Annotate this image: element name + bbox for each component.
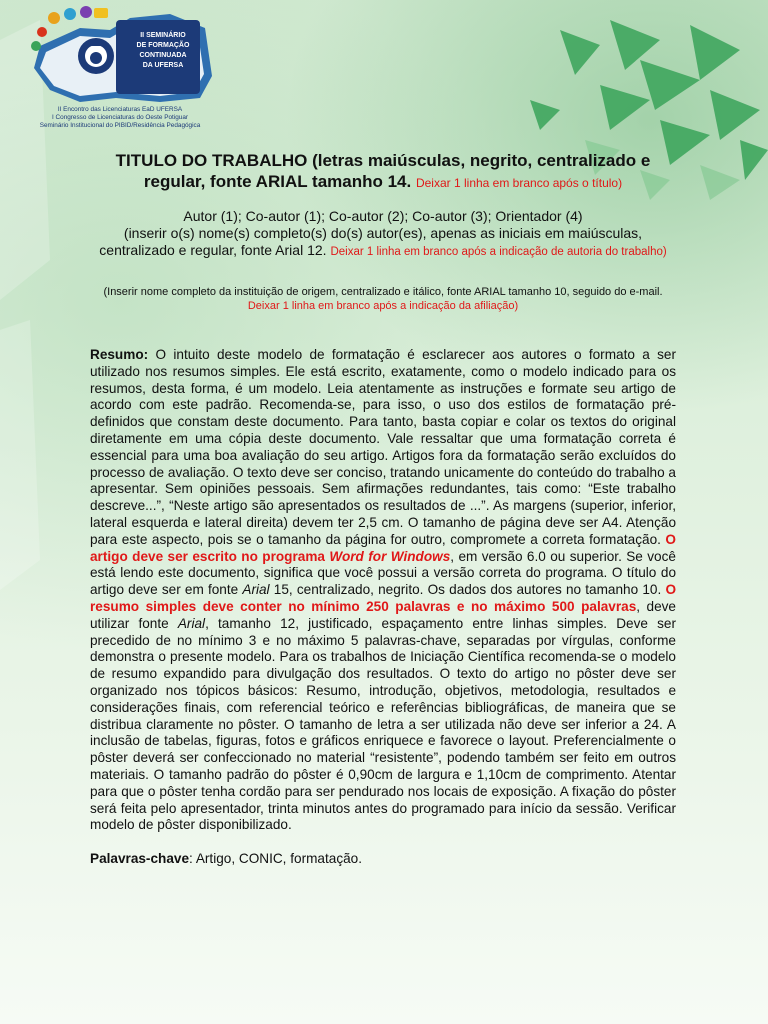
abstract-text: , deve utilizar fonte (90, 598, 676, 631)
abstract-text: 15, centralizado, negrito. Os dados dos autores no tamanho 10. (273, 582, 662, 598)
title-note: Deixar 1 linha em branco após o título) (415, 176, 623, 190)
logo-footer-line: I Congresso de Licenciaturas do Oeste Potiguar (51, 114, 189, 121)
document-body (90, 150, 676, 868)
keywords-label: Palavras-chave (90, 851, 190, 867)
logo-badge-line: DA UFERSA (142, 62, 184, 69)
abstract-italic: Arial (177, 615, 206, 631)
authors-instruction: (inserir o(s) nome(s) completo(s) do(s) autor(es), apenas as iniciais em maiúsculas, centralizado e regular, fonte Arial 12. (99, 225, 643, 258)
authors-line: Autor (1); Co-autor (1); Co-autor (2); Co-autor (3); Orientador (4) (183, 208, 583, 224)
keywords-line (90, 851, 676, 868)
abstract-emphasis-italic: Word for Windows (329, 548, 451, 564)
author-block (90, 208, 676, 261)
abstract-text: , em versão 6.0 ou superior. Se você está lendo este documento, significa que você possui a versão correta do programa. O título do artigo deve ser em fonte (90, 548, 676, 598)
logo-badge-line: DE FORMAÇÃO (136, 42, 190, 49)
logo-footer-line: II Encontro das Licenciaturas EaD UFERSA (57, 106, 183, 113)
authors-note: Deixar 1 linha em branco após a indicação de autoria do trabalho) (330, 246, 667, 258)
logo-badge-line: II SEMINÁRIO (140, 32, 186, 39)
abstract-italic: Arial (242, 582, 270, 598)
abstract-text: O intuito deste modelo de formatação é esclarecer aos autores o formato a ser utilizado nos resumos simples. Ele está escrito, exatamente, como o modelo indicado para os resumos, desta forma, é um modelo. Leia atentamente as instruções e formate seu artigo de acordo com este padrão. Recomenda-se, para isso, o uso dos estilos de formatação pré-definidos que constam deste documento. Para tanto, basta copiar e colar os textos do original diretamente em uma cópia deste documento. Vale ressaltar que uma formatação correta é essencial para uma boa avaliação do seu artigo. Artigos fora da formatação serão excluídos do processo de avaliação. O texto deve ser conciso, tratando unicamente do conteúdo do trabalho a apresentar. Sem opiniões pessoais. Sem afirmações redundantes, tais como: “Este trabalho descreve...”, “Neste artigo são apresentados os resultados de ...”. As margens (superior, inferior, lateral esquerda e lateral direita) devem ter 2,5 cm. O tamanho de página deve ser A4. Atenção para este aspecto, pois se o tamanho da página for outro, compromete a correta formatação. (90, 347, 676, 547)
affiliation-note: Deixar 1 linha em branco após a indicação da afiliação) (247, 300, 519, 312)
event-logo (20, 6, 220, 140)
abstract-paragraph (90, 347, 676, 834)
abstract-label: Resumo: (90, 347, 149, 362)
abstract-text: , tamanho 12, justificado, espaçamento entre linhas simples. Deve ser precedido de no mínimo 3 e no máximo 5 palavras-chave, separadas por vírgulas, conforme demonstra o presente modelo. Para os trabalhos de Iniciação Científica recomenda-se o modelo de resumo expandido para divulgação dos resultados. O texto do artigo no pôster deve ser organizado nos tópicos básicos: Resumo, introdução, objetivos, metodologia, resultados e considerações finais, com referencial teórico e referências bibliográficas, de maneira que se distribua claramente no pôster. O tamanho de letra a ser utilizada não deve ser inferior a 24. A inclusão de tabelas, figuras, fotos e gráficos enriquece e favorece o layout. Preferencialmente o pôster deverá ser confeccionado no material “resistente”, podendo também ser feito em outros materiais. O tamanho padrão do pôster é 0,90cm de largura e 1,10cm de comprimento. Atentar para que o pôster tenha cordão para ser pendurado nos locais de exposição. A fixação do pôster será feita pelo apresentador, trinta minutos antes do programado para início da sessão. Verificar modelo de pôster disponibilizado. (90, 615, 676, 833)
paper-title (90, 150, 676, 194)
logo-badge-line: CONTINUADA (139, 52, 187, 59)
logo-footer-line: Seminário Institucional do PIBID/Residência Pedagógica (39, 122, 201, 129)
affiliation-block (90, 285, 676, 313)
title-main: TITULO DO TRABALHO (letras maiúsculas, negrito, centralizado e regular, fonte ARIAL tamanho 14. (115, 151, 651, 191)
abstract-emphasis: O artigo deve ser escrito no programa (90, 531, 676, 564)
affiliation-text: (Inserir nome completo da instituição de origem, centralizado e itálico, fonte ARIAL tamanho 10, seguido do e-mail. (103, 286, 663, 298)
abstract-emphasis: O resumo simples deve conter no mínimo 250 palavras e no máximo 500 palavras (90, 582, 677, 614)
keywords-text: : Artigo, CONIC, formatação. (189, 851, 363, 867)
